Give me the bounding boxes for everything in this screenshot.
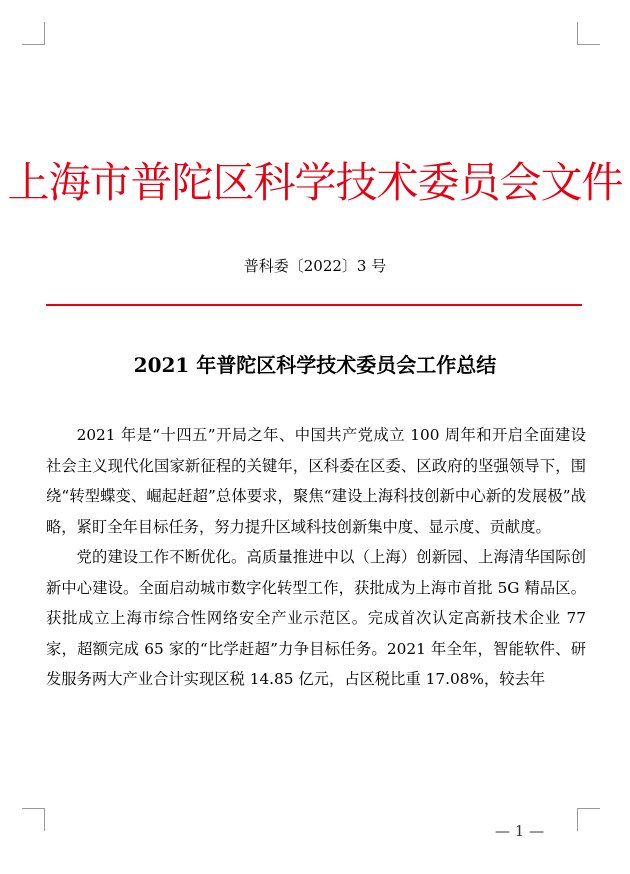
crop-mark-top-left xyxy=(22,22,45,45)
page-title: 2021 年普陀区科学技术委员会工作总结 xyxy=(133,353,497,377)
paragraph: 2021 年是“十四五”开局之年、中国共产党成立 100 周年和开启全面建设社会主义现代化国家新征程的关键年，区科委在区委、区政府的坚强领导下，围绕“转型蝶变、崛起赶超”总体要求，聚焦“建设上海科技创新中心新的发展极”战略，紧盯全年目标任务，努力提升区域科技创新集中度、显示度、贡献度。 xyxy=(46,426,586,536)
red-divider-line xyxy=(46,304,582,306)
crop-mark-bottom-left xyxy=(22,808,45,831)
paragraph: 党的建设工作不断优化。高质量推进中以（上海）创新园、上海清华国际创新中心建设。全面启动城市数字化转型工作，获批成为上海市首批 5G 精品区。获批成立上海市综合性网络安全产业示范区。完成首次认定高新技术企业 77 家，超额完成 65 家的“比学赶超”力争目标任务。2021 年全年，智能软件、研发服务两大产业合计实现区税 14.85 亿元，占区税比重 17.08%，较去年 xyxy=(46,548,586,688)
document-header-title: 上海市普陀区科学技术委员会文件 xyxy=(7,158,623,207)
document-body xyxy=(46,420,586,695)
page-number: — 1 — xyxy=(495,822,545,840)
crop-mark-bottom-right xyxy=(577,808,600,831)
document-number: 普科委〔2022〕3 号 xyxy=(243,257,387,275)
crop-mark-top-right xyxy=(577,22,600,45)
